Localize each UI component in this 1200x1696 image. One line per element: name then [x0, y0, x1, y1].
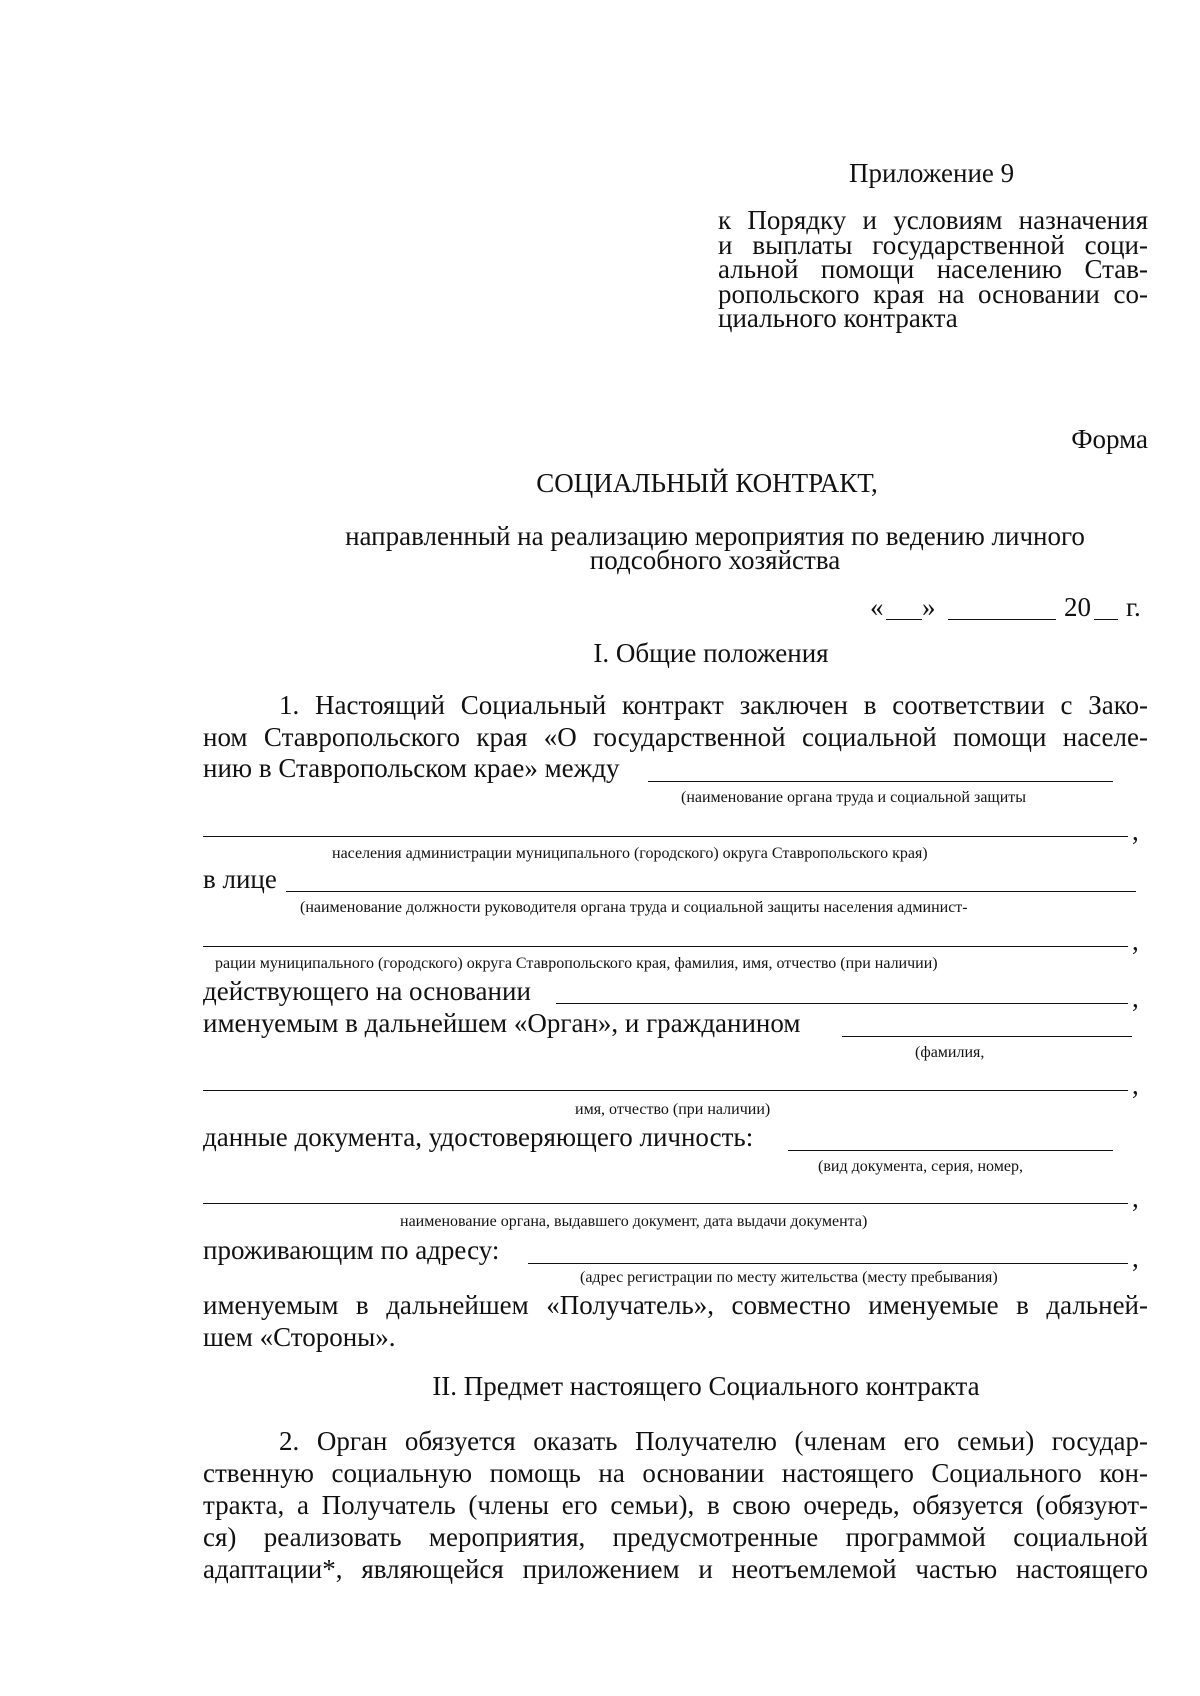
- hint-citizen-1: (фамилия,: [915, 1044, 985, 1061]
- hint-address: (адрес регистрации по месту жительства (месту пребывания): [580, 1269, 998, 1286]
- date-close-quote: »: [922, 592, 936, 622]
- section-1-heading: I. Общие положения: [593, 638, 829, 668]
- paragraph-line: нию в Ставропольском крае» между: [203, 753, 620, 783]
- head-name-field-2[interactable]: [203, 946, 1128, 947]
- hint-head-2: рации муниципального (городского) округа Ставропольского края, фамилия, имя, отчество (при наличии): [215, 955, 938, 972]
- paragraph-line: ся) реализовать мероприятия, предусмотренные программой социальной: [203, 1522, 1148, 1552]
- subtitle-line: направленный на реализацию мероприятия по ведению личного: [345, 521, 1085, 551]
- paragraph-line: именуемым в дальнейшем «Получатель», совместно именуемые в дальней-: [203, 1290, 1148, 1320]
- hint-head-1: (наименование должности руководителя органа труда и социальной защиты населения админист-: [300, 899, 968, 916]
- comma: ,: [1132, 983, 1139, 1013]
- hint-organ-1: (наименование органа труда и социальной защиты: [681, 789, 1027, 806]
- section-1-paragraph: [203, 690, 1148, 753]
- paragraph-line: адаптации*, являющейся приложением и неотъемлемой частью настоящего: [203, 1554, 1148, 1584]
- comma: ,: [1132, 1070, 1139, 1100]
- id-document-field-1[interactable]: [788, 1150, 1113, 1151]
- paragraph-line: ственную социальную помощь на основании настоящего Социального кон-: [203, 1458, 1148, 1488]
- organ-name-field-2[interactable]: [203, 836, 1128, 837]
- hint-organ-2: населения администрации муниципального (городского) округа Ставропольского края): [332, 845, 928, 862]
- hereinafter-organ-label: именуемым в дальнейшем «Орган», и гражданином: [203, 1008, 801, 1038]
- hint-doc-1: (вид документа, серия, номер,: [818, 1158, 1023, 1175]
- comma: ,: [1132, 1243, 1139, 1273]
- comma: ,: [1132, 816, 1139, 846]
- date-year-field[interactable]: [1094, 619, 1118, 620]
- date-year-suffix: г.: [1126, 592, 1141, 622]
- section-2-paragraph: [203, 1425, 1148, 1585]
- appendix-line: циального контракта: [718, 303, 958, 333]
- paragraph-line: 2. Орган обязуется оказать Получателю (членам его семьи) государ-: [279, 1426, 1148, 1456]
- paragraph-line: тракта, а Получатель (члены его семьи), в свою очередь, обязуется (обязуют-: [203, 1490, 1148, 1520]
- paragraph-line: 1. Настоящий Социальный контракт заключен в соответствии с Зако-: [279, 690, 1148, 720]
- subtitle-line: подсобного хозяйства: [589, 545, 841, 575]
- in-person-label: в лице: [203, 864, 277, 894]
- appendix-line: к Порядку и условиям назначения: [718, 205, 1148, 235]
- address-field[interactable]: [528, 1263, 1128, 1264]
- date-open-quote: «: [870, 592, 884, 622]
- id-document-label: данные документа, удостоверяющего личность:: [203, 1122, 754, 1152]
- date-year-prefix: 20: [1064, 592, 1091, 622]
- acting-basis-label: действующего на основании: [203, 976, 531, 1006]
- citizen-name-field-1[interactable]: [842, 1036, 1132, 1037]
- head-name-field-1[interactable]: [286, 891, 1136, 892]
- appendix-line: ропольского края на основании со-: [718, 278, 1148, 309]
- appendix-line: альной помощи населению Став-: [718, 254, 1148, 284]
- contract-title: СОЦИАЛЬНЫЙ КОНТРАКТ,: [536, 468, 878, 498]
- citizen-name-field-2[interactable]: [203, 1090, 1128, 1091]
- recipient-paragraph: [203, 1290, 1148, 1353]
- section-2-heading: II. Предмет настоящего Социального контракта: [432, 1371, 980, 1401]
- acting-basis-field[interactable]: [556, 1003, 1128, 1004]
- paragraph-line: ном Ставропольского края «О государственной социальной помощи населе-: [203, 721, 1148, 752]
- date-day-field[interactable]: [886, 619, 922, 620]
- paragraph-line: шем «Стороны».: [203, 1321, 396, 1352]
- comma: ,: [1132, 1183, 1139, 1213]
- date-month-field[interactable]: [948, 619, 1056, 620]
- hint-doc-2: наименование органа, выдавшего документ, дата выдачи документа): [400, 1213, 868, 1230]
- id-document-field-2[interactable]: [203, 1203, 1128, 1204]
- hint-citizen-2: имя, отчество (при наличии): [575, 1101, 771, 1118]
- comma: ,: [1132, 926, 1139, 956]
- appendix-line: и выплаты государственной соци-: [718, 229, 1148, 260]
- contract-subtitle: [0, 521, 1200, 575]
- appendix-description: [718, 205, 1148, 333]
- appendix-title: Приложение 9: [849, 158, 1015, 188]
- organ-name-field-1[interactable]: [648, 781, 1113, 782]
- address-label: проживающим по адресу:: [203, 1235, 500, 1265]
- form-label: Форма: [1071, 424, 1148, 454]
